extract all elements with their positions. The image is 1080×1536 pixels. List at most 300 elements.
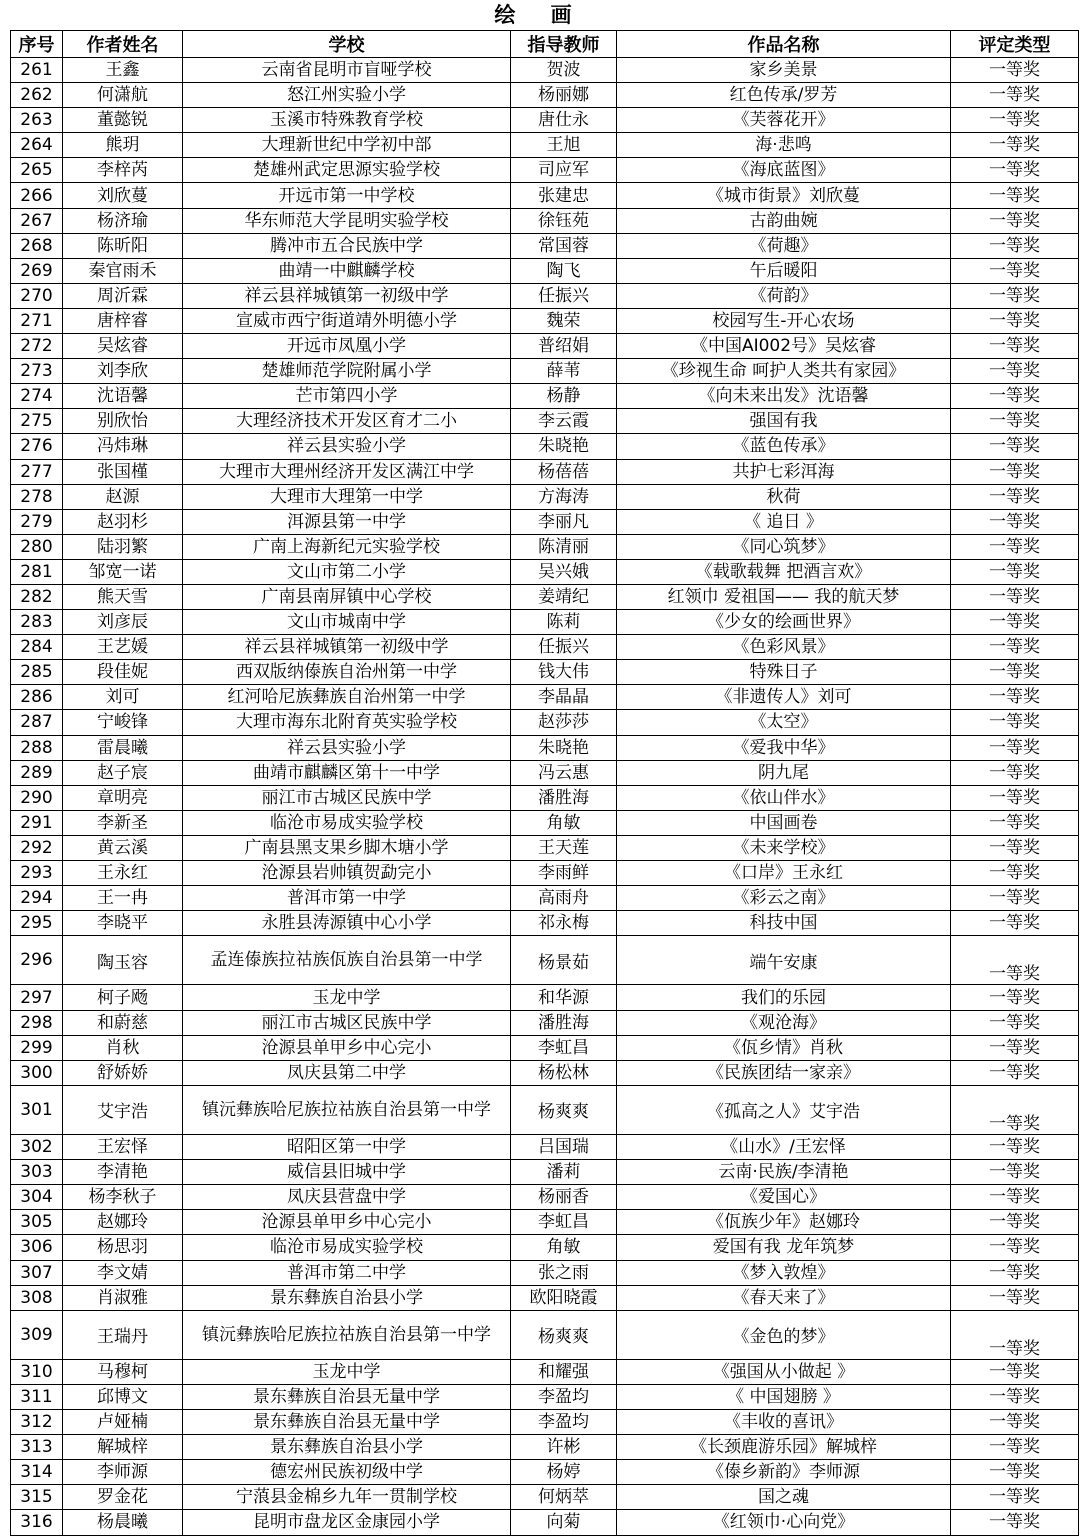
table-row <box>11 660 1079 685</box>
cell-school: 景东彝族自治县小学 <box>183 1285 511 1310</box>
cell-teacher: 方海涛 <box>511 484 617 509</box>
cell-teacher: 潘莉 <box>511 1160 617 1185</box>
cell-school: 腾冲市五合民族中学 <box>183 233 511 258</box>
cell-teacher: 普绍娟 <box>511 334 617 359</box>
cell-teacher: 李雨鲜 <box>511 861 617 886</box>
cell-author: 秦官雨禾 <box>63 258 183 283</box>
cell-school: 曲靖一中麒麟学校 <box>183 258 511 283</box>
cell-work: 《春天来了》 <box>617 1285 951 1310</box>
cell-grade: 一等奖 <box>951 1460 1079 1485</box>
cell-grade: 一等奖 <box>951 133 1079 158</box>
cell-grade: 一等奖 <box>951 509 1079 534</box>
cell-work: 《中国AI002号》吴炫睿 <box>617 334 951 359</box>
cell-school: 华东师范大学昆明实验学校 <box>183 208 511 233</box>
cell-teacher: 贺波 <box>511 58 617 83</box>
cell-school: 景东彝族自治县无量中学 <box>183 1384 511 1409</box>
cell-teacher: 欧阳晓霞 <box>511 1285 617 1310</box>
cell-grade: 一等奖 <box>951 1135 1079 1160</box>
cell-author: 沈语馨 <box>63 384 183 409</box>
cell-author: 罗金花 <box>63 1485 183 1510</box>
cell-grade: 一等奖 <box>951 835 1079 860</box>
cell-seq: 265 <box>11 158 63 183</box>
cell-school: 广南上海新纪元实验学校 <box>183 534 511 559</box>
table-row <box>11 936 1079 985</box>
table-row <box>11 434 1079 459</box>
cell-school: 德宏州民族初级中学 <box>183 1460 511 1485</box>
cell-school: 玉龙中学 <box>183 985 511 1010</box>
cell-work: 秋荷 <box>617 484 951 509</box>
table-row <box>11 283 1079 308</box>
cell-work: 《爱我中华》 <box>617 735 951 760</box>
cell-grade: 一等奖 <box>951 1384 1079 1409</box>
cell-school: 文山市城南中学 <box>183 610 511 635</box>
cell-grade: 一等奖 <box>951 1210 1079 1235</box>
cell-grade: 一等奖 <box>951 911 1079 936</box>
cell-school: 威信县旧城中学 <box>183 1160 511 1185</box>
cell-grade: 一等奖 <box>951 1485 1079 1510</box>
cell-seq: 302 <box>11 1135 63 1160</box>
header-grade: 评定类型 <box>951 31 1079 58</box>
cell-school: 丽江市古城区民族中学 <box>183 785 511 810</box>
table-row <box>11 1384 1079 1409</box>
cell-grade: 一等奖 <box>951 559 1079 584</box>
cell-grade: 一等奖 <box>951 1310 1079 1359</box>
cell-work: 《长颈鹿游乐园》解城梓 <box>617 1435 951 1460</box>
cell-school: 广南县黑支果乡脚木塘小学 <box>183 835 511 860</box>
cell-teacher: 杨婷 <box>511 1460 617 1485</box>
cell-school: 祥云县实验小学 <box>183 434 511 459</box>
cell-work: 午后暖阳 <box>617 258 951 283</box>
cell-teacher: 陶飞 <box>511 258 617 283</box>
cell-school: 普洱市第一中学 <box>183 886 511 911</box>
cell-teacher: 杨丽娜 <box>511 83 617 108</box>
cell-author: 邹宽一诺 <box>63 559 183 584</box>
cell-seq: 272 <box>11 334 63 359</box>
cell-seq: 269 <box>11 258 63 283</box>
cell-teacher: 李虹昌 <box>511 1035 617 1060</box>
cell-school: 宣威市西宁街道靖外明德小学 <box>183 308 511 333</box>
cell-seq: 298 <box>11 1010 63 1035</box>
cell-school: 沧源县单甲乡中心完小 <box>183 1210 511 1235</box>
cell-grade: 一等奖 <box>951 1510 1079 1535</box>
cell-author: 张国槿 <box>63 459 183 484</box>
cell-seq: 280 <box>11 534 63 559</box>
cell-teacher: 杨静 <box>511 384 617 409</box>
table-row <box>11 409 1079 434</box>
cell-work: 《观沧海》 <box>617 1010 951 1035</box>
cell-work: 《少女的绘画世界》 <box>617 610 951 635</box>
cell-teacher: 和华源 <box>511 985 617 1010</box>
cell-author: 黄云溪 <box>63 835 183 860</box>
cell-seq: 304 <box>11 1185 63 1210</box>
cell-grade: 一等奖 <box>951 584 1079 609</box>
cell-seq: 293 <box>11 861 63 886</box>
cell-teacher: 魏荣 <box>511 308 617 333</box>
cell-grade: 一等奖 <box>951 1410 1079 1435</box>
cell-author: 刘欣蔓 <box>63 183 183 208</box>
table-row <box>11 58 1079 83</box>
cell-school: 曲靖市麒麟区第十一中学 <box>183 760 511 785</box>
cell-work: 《太空》 <box>617 710 951 735</box>
cell-teacher: 祁永梅 <box>511 911 617 936</box>
cell-work: 家乡美景 <box>617 58 951 83</box>
cell-work: 《彩云之南》 <box>617 886 951 911</box>
table-row <box>11 886 1079 911</box>
cell-author: 赵娜玲 <box>63 1210 183 1235</box>
table-body <box>11 58 1079 1536</box>
cell-work: 《海底蓝图》 <box>617 158 951 183</box>
cell-school: 凤庆县营盘中学 <box>183 1185 511 1210</box>
cell-work: 《爱国心》 <box>617 1185 951 1210</box>
cell-author: 何潇航 <box>63 83 183 108</box>
cell-school: 红河哈尼族彝族自治州第一中学 <box>183 685 511 710</box>
cell-teacher: 张建忠 <box>511 183 617 208</box>
table-row <box>11 208 1079 233</box>
cell-teacher: 许彬 <box>511 1435 617 1460</box>
page-title: 绘 画 <box>494 3 586 27</box>
cell-grade: 一等奖 <box>951 409 1079 434</box>
cell-teacher: 赵莎莎 <box>511 710 617 735</box>
cell-work: 红色传承/罗芳 <box>617 83 951 108</box>
cell-work: 《强国从小做起 》 <box>617 1359 951 1384</box>
cell-seq: 309 <box>11 1310 63 1359</box>
cell-author: 杨晨曦 <box>63 1510 183 1535</box>
cell-grade: 一等奖 <box>951 308 1079 333</box>
cell-teacher: 姜靖纪 <box>511 584 617 609</box>
cell-seq: 279 <box>11 509 63 534</box>
cell-seq: 264 <box>11 133 63 158</box>
cell-work: 古韵曲婉 <box>617 208 951 233</box>
cell-work: 特殊日子 <box>617 660 951 685</box>
cell-teacher: 潘胜海 <box>511 785 617 810</box>
cell-grade: 一等奖 <box>951 484 1079 509</box>
cell-seq: 276 <box>11 434 63 459</box>
cell-grade: 一等奖 <box>951 886 1079 911</box>
cell-grade: 一等奖 <box>951 1185 1079 1210</box>
table-header-row <box>11 31 1079 58</box>
cell-teacher: 吴兴娥 <box>511 559 617 584</box>
cell-seq: 287 <box>11 710 63 735</box>
cell-seq: 294 <box>11 886 63 911</box>
table-row <box>11 384 1079 409</box>
cell-school: 凤庆县第二中学 <box>183 1060 511 1085</box>
cell-teacher: 杨爽爽 <box>511 1085 617 1134</box>
cell-grade: 一等奖 <box>951 384 1079 409</box>
cell-grade: 一等奖 <box>951 459 1079 484</box>
table-row <box>11 1435 1079 1460</box>
cell-seq: 263 <box>11 108 63 133</box>
cell-work: 国之魂 <box>617 1485 951 1510</box>
cell-school: 永胜县涛源镇中心小学 <box>183 911 511 936</box>
cell-teacher: 和耀强 <box>511 1359 617 1384</box>
cell-seq: 267 <box>11 208 63 233</box>
cell-work: 《 中国翅膀 》 <box>617 1384 951 1409</box>
table-row <box>11 985 1079 1010</box>
cell-work: 《载歌载舞 把酒言欢》 <box>617 559 951 584</box>
cell-school: 沧源县岩帅镇贺勐完小 <box>183 861 511 886</box>
cell-author: 别欣怡 <box>63 409 183 434</box>
cell-author: 艾宇浩 <box>63 1085 183 1134</box>
cell-work: 中国画卷 <box>617 810 951 835</box>
cell-grade: 一等奖 <box>951 158 1079 183</box>
cell-seq: 274 <box>11 384 63 409</box>
cell-author: 吴炫睿 <box>63 334 183 359</box>
cell-work: 《佤族少年》赵娜玲 <box>617 1210 951 1235</box>
cell-work: 《佤乡情》肖秋 <box>617 1035 951 1060</box>
table-row <box>11 509 1079 534</box>
table-row <box>11 1485 1079 1510</box>
cell-school: 景东彝族自治县小学 <box>183 1435 511 1460</box>
table-row <box>11 810 1079 835</box>
cell-teacher: 角敏 <box>511 810 617 835</box>
cell-school: 开远市凤凰小学 <box>183 334 511 359</box>
table-row <box>11 861 1079 886</box>
table-row <box>11 158 1079 183</box>
cell-school: 昭阳区第一中学 <box>183 1135 511 1160</box>
cell-seq: 289 <box>11 760 63 785</box>
cell-author: 舒娇娇 <box>63 1060 183 1085</box>
cell-school: 芒市第四小学 <box>183 384 511 409</box>
cell-teacher: 杨丽香 <box>511 1185 617 1210</box>
table-row <box>11 584 1079 609</box>
cell-teacher: 李丽凡 <box>511 509 617 534</box>
cell-teacher: 潘胜海 <box>511 1010 617 1035</box>
cell-seq: 271 <box>11 308 63 333</box>
cell-author: 赵子宸 <box>63 760 183 785</box>
cell-work: 端午安康 <box>617 936 951 985</box>
cell-school: 玉溪市特殊教育学校 <box>183 108 511 133</box>
cell-work: 《未来学校》 <box>617 835 951 860</box>
cell-grade: 一等奖 <box>951 710 1079 735</box>
cell-work: 《民族团结一家亲》 <box>617 1060 951 1085</box>
cell-author: 王永红 <box>63 861 183 886</box>
cell-seq: 284 <box>11 635 63 660</box>
cell-author: 章明亮 <box>63 785 183 810</box>
table-row <box>11 334 1079 359</box>
cell-work: 《口岸》王永红 <box>617 861 951 886</box>
table-row <box>11 1210 1079 1235</box>
cell-teacher: 高雨舟 <box>511 886 617 911</box>
cell-teacher: 陈清丽 <box>511 534 617 559</box>
cell-seq: 306 <box>11 1235 63 1260</box>
cell-grade: 一等奖 <box>951 183 1079 208</box>
cell-work: 《同心筑梦》 <box>617 534 951 559</box>
cell-seq: 313 <box>11 1435 63 1460</box>
cell-teacher: 徐钰苑 <box>511 208 617 233</box>
cell-teacher: 司应军 <box>511 158 617 183</box>
cell-author: 李文婧 <box>63 1260 183 1285</box>
cell-grade: 一等奖 <box>951 258 1079 283</box>
cell-author: 王瑞丹 <box>63 1310 183 1359</box>
cell-seq: 278 <box>11 484 63 509</box>
cell-grade: 一等奖 <box>951 610 1079 635</box>
cell-teacher: 角敏 <box>511 1235 617 1260</box>
cell-author: 冯炜琳 <box>63 434 183 459</box>
cell-seq: 270 <box>11 283 63 308</box>
cell-work: 《依山伴水》 <box>617 785 951 810</box>
table-row <box>11 1160 1079 1185</box>
cell-author: 王艺媛 <box>63 635 183 660</box>
cell-seq: 273 <box>11 359 63 384</box>
cell-teacher: 任振兴 <box>511 635 617 660</box>
cell-teacher: 李虹昌 <box>511 1210 617 1235</box>
table-row <box>11 635 1079 660</box>
cell-school: 怒江州实验小学 <box>183 83 511 108</box>
cell-work: 《荷韵》 <box>617 283 951 308</box>
cell-teacher: 吕国瑞 <box>511 1135 617 1160</box>
cell-seq: 296 <box>11 936 63 985</box>
cell-work: 阴九尾 <box>617 760 951 785</box>
cell-grade: 一等奖 <box>951 108 1079 133</box>
cell-grade: 一等奖 <box>951 83 1079 108</box>
cell-work: 《孤高之人》艾宇浩 <box>617 1085 951 1134</box>
table-row <box>11 760 1079 785</box>
cell-school: 洱源县第一中学 <box>183 509 511 534</box>
cell-grade: 一等奖 <box>951 1285 1079 1310</box>
cell-author: 唐梓睿 <box>63 308 183 333</box>
cell-seq: 303 <box>11 1160 63 1185</box>
cell-work: 《金色的梦》 <box>617 1310 951 1359</box>
cell-school: 临沧市易成实验学校 <box>183 1235 511 1260</box>
award-table <box>10 30 1079 1536</box>
cell-seq: 292 <box>11 835 63 860</box>
cell-grade: 一等奖 <box>951 1435 1079 1460</box>
cell-work: 共护七彩洱海 <box>617 459 951 484</box>
cell-school: 景东彝族自治县无量中学 <box>183 1410 511 1435</box>
cell-teacher: 何炳萃 <box>511 1485 617 1510</box>
table-row <box>11 1310 1079 1359</box>
cell-author: 熊天雪 <box>63 584 183 609</box>
cell-author: 李师源 <box>63 1460 183 1485</box>
cell-teacher: 李盈均 <box>511 1384 617 1409</box>
cell-seq: 286 <box>11 685 63 710</box>
table-row <box>11 108 1079 133</box>
cell-author: 赵羽杉 <box>63 509 183 534</box>
cell-seq: 262 <box>11 83 63 108</box>
cell-author: 李新圣 <box>63 810 183 835</box>
cell-work: 强国有我 <box>617 409 951 434</box>
cell-author: 宁峻锋 <box>63 710 183 735</box>
cell-grade: 一等奖 <box>951 985 1079 1010</box>
cell-work: 爱国有我 龙年筑梦 <box>617 1235 951 1260</box>
table-row <box>11 710 1079 735</box>
table-row <box>11 1010 1079 1035</box>
cell-author: 邱博文 <box>63 1384 183 1409</box>
cell-teacher: 杨松林 <box>511 1060 617 1085</box>
cell-school: 广南县南屏镇中心学校 <box>183 584 511 609</box>
cell-work: 《向未来出发》沈语馨 <box>617 384 951 409</box>
header-seq: 序号 <box>11 31 63 58</box>
cell-author: 刘李欣 <box>63 359 183 384</box>
cell-author: 卢娅楠 <box>63 1410 183 1435</box>
cell-school: 开远市第一中学校 <box>183 183 511 208</box>
cell-work: 校园写生-开心农场 <box>617 308 951 333</box>
header-school: 学校 <box>183 31 511 58</box>
cell-grade: 一等奖 <box>951 233 1079 258</box>
cell-school: 楚雄师范学院附属小学 <box>183 359 511 384</box>
table-row <box>11 911 1079 936</box>
table-row <box>11 1260 1079 1285</box>
cell-teacher: 李盈均 <box>511 1410 617 1435</box>
cell-author: 王鑫 <box>63 58 183 83</box>
cell-seq: 312 <box>11 1410 63 1435</box>
cell-author: 董懿锐 <box>63 108 183 133</box>
cell-author: 陈昕阳 <box>63 233 183 258</box>
table-row <box>11 1510 1079 1535</box>
table-row <box>11 83 1079 108</box>
cell-seq: 295 <box>11 911 63 936</box>
cell-school: 西双版纳傣族自治州第一中学 <box>183 660 511 685</box>
cell-author: 刘可 <box>63 685 183 710</box>
cell-work: 《荷趣》 <box>617 233 951 258</box>
cell-grade: 一等奖 <box>951 1260 1079 1285</box>
cell-school: 丽江市古城区民族中学 <box>183 1010 511 1035</box>
cell-work: 《色彩风景》 <box>617 635 951 660</box>
cell-school: 大理市海东北附育英实验学校 <box>183 710 511 735</box>
cell-grade: 一等奖 <box>951 861 1079 886</box>
cell-school: 普洱市第二中学 <box>183 1260 511 1285</box>
cell-grade: 一等奖 <box>951 1010 1079 1035</box>
cell-seq: 300 <box>11 1060 63 1085</box>
cell-grade: 一等奖 <box>951 635 1079 660</box>
cell-school: 祥云县实验小学 <box>183 735 511 760</box>
cell-work: 我们的乐园 <box>617 985 951 1010</box>
cell-seq: 314 <box>11 1460 63 1485</box>
table-row <box>11 1135 1079 1160</box>
cell-work: 科技中国 <box>617 911 951 936</box>
cell-seq: 307 <box>11 1260 63 1285</box>
cell-grade: 一等奖 <box>951 208 1079 233</box>
cell-work: 《非遗传人》刘可 <box>617 685 951 710</box>
cell-grade: 一等奖 <box>951 283 1079 308</box>
cell-grade: 一等奖 <box>951 1235 1079 1260</box>
cell-seq: 301 <box>11 1085 63 1134</box>
cell-seq: 311 <box>11 1384 63 1409</box>
table-row <box>11 559 1079 584</box>
cell-school: 祥云县祥城镇第一初级中学 <box>183 635 511 660</box>
cell-work: 《红领巾·心向党》 <box>617 1510 951 1535</box>
cell-school: 文山市第二小学 <box>183 559 511 584</box>
cell-school: 昆明市盘龙区金康园小学 <box>183 1510 511 1535</box>
cell-author: 李晓平 <box>63 911 183 936</box>
cell-seq: 305 <box>11 1210 63 1235</box>
header-teacher: 指导教师 <box>511 31 617 58</box>
cell-work: 云南·民族/李清艳 <box>617 1160 951 1185</box>
cell-work: 《城市街景》刘欣蔓 <box>617 183 951 208</box>
cell-author: 熊玥 <box>63 133 183 158</box>
cell-grade: 一等奖 <box>951 735 1079 760</box>
cell-seq: 308 <box>11 1285 63 1310</box>
table-row <box>11 359 1079 384</box>
cell-school: 大理经济技术开发区育才二小 <box>183 409 511 434</box>
cell-author: 刘彦辰 <box>63 610 183 635</box>
cell-school: 宁蒗县金棉乡九年一贯制学校 <box>183 1485 511 1510</box>
cell-grade: 一等奖 <box>951 685 1079 710</box>
cell-seq: 261 <box>11 58 63 83</box>
cell-seq: 283 <box>11 610 63 635</box>
cell-author: 周沂霖 <box>63 283 183 308</box>
cell-grade: 一等奖 <box>951 660 1079 685</box>
cell-school: 大理市大理州经济开发区满江中学 <box>183 459 511 484</box>
cell-grade: 一等奖 <box>951 1035 1079 1060</box>
cell-seq: 299 <box>11 1035 63 1060</box>
table-row <box>11 610 1079 635</box>
table-row <box>11 534 1079 559</box>
cell-teacher: 向菊 <box>511 1510 617 1535</box>
cell-grade: 一等奖 <box>951 1085 1079 1134</box>
cell-author: 杨济瑜 <box>63 208 183 233</box>
cell-seq: 290 <box>11 785 63 810</box>
